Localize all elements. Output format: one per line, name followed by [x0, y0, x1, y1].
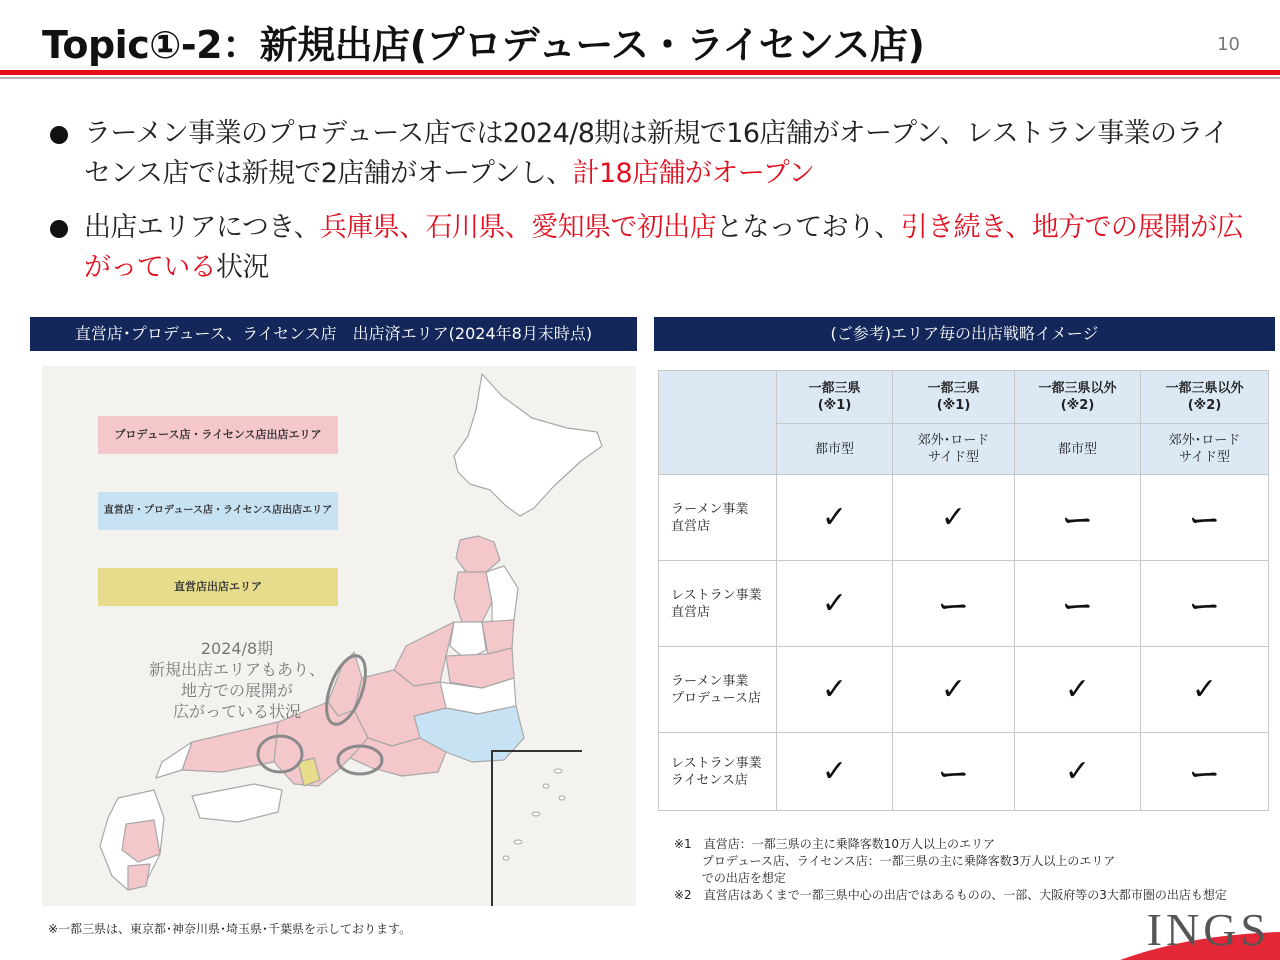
table-cell: ✓: [777, 647, 893, 733]
table-cell: ー: [1015, 475, 1141, 561]
map-callout: [142, 638, 332, 722]
strategy-footnote: での出店を想定: [674, 871, 786, 885]
col-header: 一都三県以外 (※2): [1141, 371, 1269, 424]
table-cell: ✓: [893, 475, 1015, 561]
strategy-footnote: ※1 直営店：一都三県の主に乗降客数10万人以上のエリア: [674, 837, 995, 851]
company-logo: INGS: [1146, 904, 1270, 955]
page-number: 10: [1217, 34, 1240, 55]
table-cell: ー: [1141, 733, 1269, 811]
legend-direct-produce-license: 直営店・プロデュース店・ライセンス店出店エリア: [98, 492, 338, 530]
table-cell: ✓: [777, 733, 893, 811]
row-label: ラーメン事業 プロデュース店: [659, 647, 777, 733]
table-corner: [659, 371, 777, 475]
bullet-item: [48, 114, 1248, 194]
row-label: ラーメン事業 直営店: [659, 475, 777, 561]
table-cell: ✓: [777, 475, 893, 561]
bullet-dot-icon: [50, 126, 68, 144]
legend-produce-license: プロデュース店・ライセンス店出店エリア: [98, 416, 338, 454]
col-subheader: 郊外･ロード サイド型: [893, 424, 1015, 475]
callout-line: 地方での展開が: [180, 681, 293, 700]
page-title: Topic①-2：新規出店(プロデュース・ライセンス店): [42, 23, 925, 67]
table-cell: ✓: [893, 647, 1015, 733]
col-subheader: 郊外･ロード サイド型: [1141, 424, 1269, 475]
col-subheader: 都市型: [777, 424, 893, 475]
callout-line: 広がっている状況: [172, 702, 301, 721]
table-row: [659, 733, 1269, 811]
strategy-footnote: ※2 直営店はあくまで一都三県中心の出店ではあるものの、一部、大阪府等の3大都市圏の出店も想定: [674, 888, 1227, 902]
strategy-footnote: プロデュース店、ライセンス店：一都三県の主に乗降客数3万人以上のエリア: [674, 854, 1116, 868]
bullet-highlight: 兵庫県、石川県、愛知県で初出店: [319, 212, 716, 243]
bullet-dot-icon: [50, 220, 68, 238]
table-cell: ー: [893, 561, 1015, 647]
table-row: [659, 561, 1269, 647]
bullet-highlight: 計18店舗がオープン: [572, 158, 815, 189]
table-cell: ー: [1141, 561, 1269, 647]
bullet-highlight: 引き続き、地方での展開が広がっている: [84, 212, 1243, 283]
bullet-text: ラーメン事業のプロデュース店では2024/8期は新規で16店舗がオープン、レストラン事業のライセンス店では新規で2店舗がオープンし、: [84, 118, 1229, 189]
table-cell: ✓: [1015, 733, 1141, 811]
title-underline-gray: [0, 77, 1280, 79]
bullet-text: 出店エリアにつき、: [84, 212, 320, 243]
table-row: [659, 475, 1269, 561]
table-row: [659, 647, 1269, 733]
map-section-header: 直営店･プロデュース、ライセンス店 出店済エリア(2024年8月末時点): [30, 317, 637, 351]
bullet-list: [48, 114, 1248, 302]
title-underline-red: [0, 70, 1280, 75]
bullet-text: 状況: [216, 252, 269, 283]
table-cell: ✓: [1015, 647, 1141, 733]
legend-direct: 直営店出店エリア: [98, 568, 338, 606]
table-cell: ー: [1141, 475, 1269, 561]
col-header: 一都三県 (※1): [893, 371, 1015, 424]
table-cell: ー: [893, 733, 1015, 811]
col-header: 一都三県以外 (※2): [1015, 371, 1141, 424]
strategy-section-header: (ご参考)エリア毎の出店戦略イメージ: [654, 317, 1275, 351]
bullet-text: となっており、: [715, 212, 901, 243]
row-label: レストラン事業 ライセンス店: [659, 733, 777, 811]
callout-line: 2024/8期: [200, 639, 274, 658]
table-cell: ✓: [777, 561, 893, 647]
col-header: 一都三県 (※1): [777, 371, 893, 424]
col-subheader: 都市型: [1015, 424, 1141, 475]
strategy-table: [658, 370, 1269, 811]
row-label: レストラン事業 直営店: [659, 561, 777, 647]
table-cell: ✓: [1141, 647, 1269, 733]
japan-map-panel: [42, 366, 636, 906]
callout-line: 新規出店エリアもあり、: [148, 660, 325, 679]
bullet-item: [48, 208, 1248, 288]
map-footnote: ※一都三県は、東京都･神奈川県･埼玉県･千葉県を示しております。: [48, 922, 412, 936]
table-cell: ー: [1015, 561, 1141, 647]
